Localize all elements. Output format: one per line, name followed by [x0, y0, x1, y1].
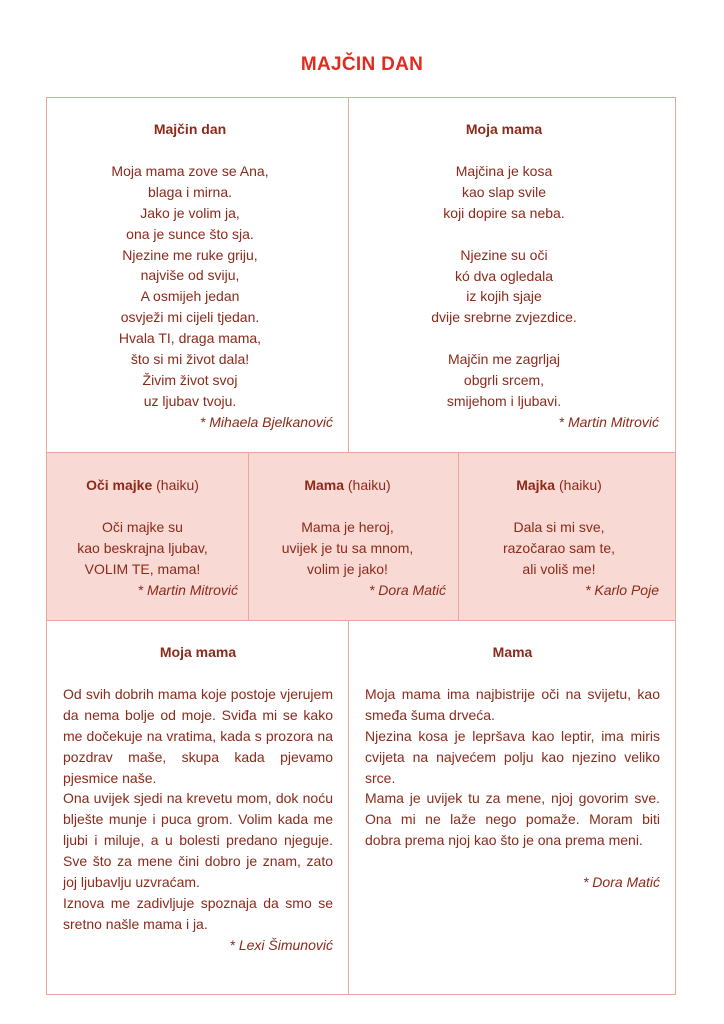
- haiku-stanza: [249, 517, 446, 580]
- divider-haiku-top: [47, 452, 675, 453]
- poem-line: kó dva ogledala: [454, 267, 554, 284]
- poem-line: najviše od sviju,: [140, 267, 240, 284]
- haiku-line: uvijek je tu sa mnom,: [281, 539, 414, 556]
- poem-line: koji dopire sa neba.: [443, 204, 565, 221]
- haiku-author: * Dora Matić: [368, 581, 446, 598]
- poem-grid: [46, 97, 676, 995]
- haiku-line: ali voliš me!: [522, 560, 596, 577]
- haiku-subtitle: (haiku): [347, 477, 391, 493]
- poem-author: * Martin Mitrović: [558, 413, 659, 430]
- prose-paragraph: Iznova me zadivljuje spoznaja da smo se sretno našle mama i ja.: [63, 894, 333, 932]
- poem-line: blaga i mirna.: [147, 183, 233, 200]
- poem-line: što si mi život dala!: [130, 351, 250, 368]
- haiku-title: [47, 475, 238, 496]
- poem-line: Njezine me ruke griju,: [122, 246, 258, 263]
- poem-title: Majčin dan: [153, 121, 227, 137]
- prose-author: * Dora Matić: [582, 874, 660, 891]
- poem-moja-mama: [349, 119, 675, 433]
- haiku-line: Mama je heroj,: [301, 518, 394, 535]
- prose-author: * Lexi Šimunović: [229, 936, 333, 953]
- haiku-line: volim je jako!: [307, 560, 388, 577]
- prose-paragraph: Od svih dobrih mama koje postoje vjerujem da nema bolje od moje. Sviđa mi se kako me dočekuje na vratima, kada s prozora na pozdrav maše, skupa kada pjevamo pjesmice naše.: [63, 685, 333, 786]
- poem-line: Živim život svoj: [142, 371, 238, 388]
- poem-line: Hvala TI, draga mama,: [118, 330, 262, 347]
- haiku-title-main: Mama: [304, 477, 344, 493]
- haiku-oci-majke: [47, 475, 248, 601]
- haiku-title: [249, 475, 446, 496]
- haiku-title: [459, 475, 659, 496]
- page-title: MAJČIN DAN: [300, 54, 424, 75]
- poem-line: Majčina je kosa: [455, 162, 553, 179]
- haiku-title-main: Oči majke: [86, 477, 153, 493]
- poem-stanza: [47, 161, 333, 412]
- divider-bottom: [348, 620, 349, 994]
- poem-line: Njezine su oči: [460, 246, 548, 263]
- divider-haiku-bottom: [47, 620, 675, 621]
- poem-line: kao slap svile: [461, 183, 547, 200]
- haiku-title-main: Majka: [516, 477, 556, 493]
- poem-majcin-dan: [47, 119, 348, 433]
- haiku-subtitle: (haiku): [156, 477, 199, 493]
- haiku-author: * Karlo Poje: [585, 581, 659, 598]
- haiku-author: * Martin Mitrović: [137, 581, 238, 598]
- poem-line: dvije srebrne zvjezdice.: [431, 309, 577, 326]
- poem-line: osvježi mi cijeli tjedan.: [120, 309, 260, 326]
- haiku-line: razočarao sam te,: [502, 539, 616, 556]
- poem-line: ona je sunce što sja.: [126, 225, 254, 242]
- haiku-subtitle: (haiku): [559, 477, 602, 493]
- poem-stanza: [349, 161, 659, 224]
- prose-title: Moja mama: [159, 644, 237, 660]
- poem-line: Majčin me zagrljaj: [447, 351, 561, 368]
- prose-paragraph: Moja mama ima najbistrije oči na svijetu, kao smeđa šuma drveća.: [365, 685, 660, 723]
- prose-paragraph: Njezina kosa je lepršava kao leptir, ima miris cvijeta na najvećem polju kao njezino veliko srce.: [365, 727, 660, 786]
- poem-line: A osmijeh jedan: [140, 288, 240, 305]
- poem-author: * Mihaela Bjelkanović: [199, 413, 333, 430]
- poem-line: uz ljubav tvoju.: [143, 392, 237, 409]
- prose-mama: [365, 642, 660, 893]
- prose-paragraph: Mama je uvijek tu za mene, njoj govorim sve. Ona mi ne laže nego pomaže. Moram biti dobra prema njoj kao što je ona prema meni.: [365, 790, 660, 849]
- prose-paragraph: Ona uvijek sjedi na krevetu mom, dok noću blješte munje i puca grom. Volim kada me ljubi i miluje, a u bolesti predano njeguje. Sve što za mene čini dobro je znam, zato joj ljubavlju uzvraćam.: [63, 790, 333, 891]
- poem-line: smijehom i ljubavi.: [446, 393, 562, 410]
- poem-stanza: [349, 245, 659, 329]
- haiku-majka: [459, 475, 675, 601]
- haiku-stanza: [459, 517, 659, 580]
- poem-line: Jako je volim ja,: [140, 204, 240, 221]
- poem-line: obgrli srcem,: [463, 372, 545, 389]
- haiku-line: Oči majke su: [102, 518, 183, 535]
- poem-title: Moja mama: [465, 121, 543, 137]
- prose-title: Mama: [492, 644, 533, 660]
- haiku-stanza: [47, 517, 238, 580]
- haiku-line: VOLIM TE, mama!: [84, 560, 201, 577]
- haiku-line: kao beskrajna ljubav,: [77, 539, 208, 556]
- prose-moja-mama: [63, 642, 333, 956]
- poem-stanza: [349, 349, 659, 412]
- haiku-mama: [249, 475, 458, 601]
- haiku-line: Dala si mi sve,: [513, 518, 605, 535]
- poem-line: Moja mama zove se Ana,: [111, 162, 269, 179]
- poem-line: iz kojih sjaje: [466, 288, 542, 305]
